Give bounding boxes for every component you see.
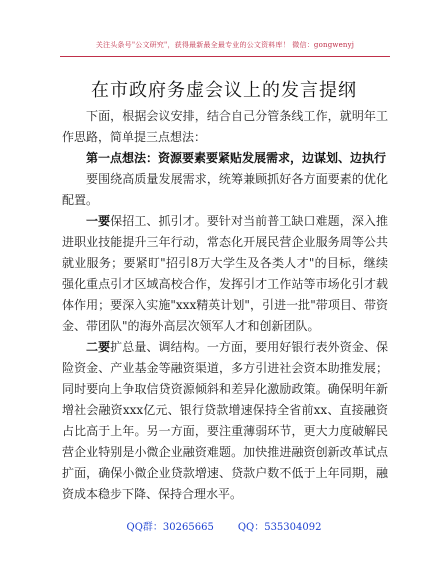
point-lead-second: 二要 xyxy=(86,340,111,354)
footer-contact xyxy=(0,518,448,533)
section-heading: 第一点想法：资源要素要紧贴发展需求，边谋划、边执行 xyxy=(86,151,387,165)
intro-paragraph: 下面，根据会议安排，结合自己分管条线工作，就明年工作思路，简单提三点想法： xyxy=(62,109,388,144)
section-summary: 要围绕高质量发展需求，统筹兼顾抓好各方面要素的优化配置。 xyxy=(62,172,388,207)
header-note: 关注头条号"公文研究"，获得最新最全最专业的公文资料库！ 微信：gongwenyj xyxy=(95,41,355,49)
point-lead-first: 一要 xyxy=(86,214,111,228)
paragraph-second-point xyxy=(62,337,388,505)
document-body xyxy=(62,106,388,505)
footer-qq: QQ：535304092 xyxy=(237,522,322,533)
paragraph-first-point xyxy=(62,211,388,337)
page-title: 在市政府务虚会议上的发言提纲 xyxy=(91,80,357,101)
footer-qq-group: QQ群：30265665 xyxy=(126,522,214,533)
header-divider xyxy=(60,56,390,57)
point-text-second: 扩总量、调结构。一方面，要用好银行表外资金、保险资金、产业基金等融资渠道，多方引进社会资本助推发展；同时要向上争取信贷资源倾斜和差异化激励政策。确保明年新增社会融资xxx亿元、银行贷款增速保持全省前xx、直接融资占比高于上年。另一方面，要注重薄弱环节，更大力度破解民营企业特别是小微企业融资难题。加快推进融资创新改革试点扩面，确保小微企业贷款增速、贷款户数不低于上年同期，融资成本稳步下降、保持合理水平。 xyxy=(62,340,388,501)
point-text-first: 保招工、抓引才。要针对当前普工缺口难题，深入推进职业技能提升三年行动，常态化开展民营企业服务周等公共就业服务；要紧盯"招引8万大学生及各类人才"的目标，继续强化重点引才区域高校合作，发挥引才工作站等市场化引才载体作用；要深入实施"xxx精英计划"，引进一批"带项目、带资金、带团队"的海外高层次领军人才和创新团队。 xyxy=(62,214,388,333)
